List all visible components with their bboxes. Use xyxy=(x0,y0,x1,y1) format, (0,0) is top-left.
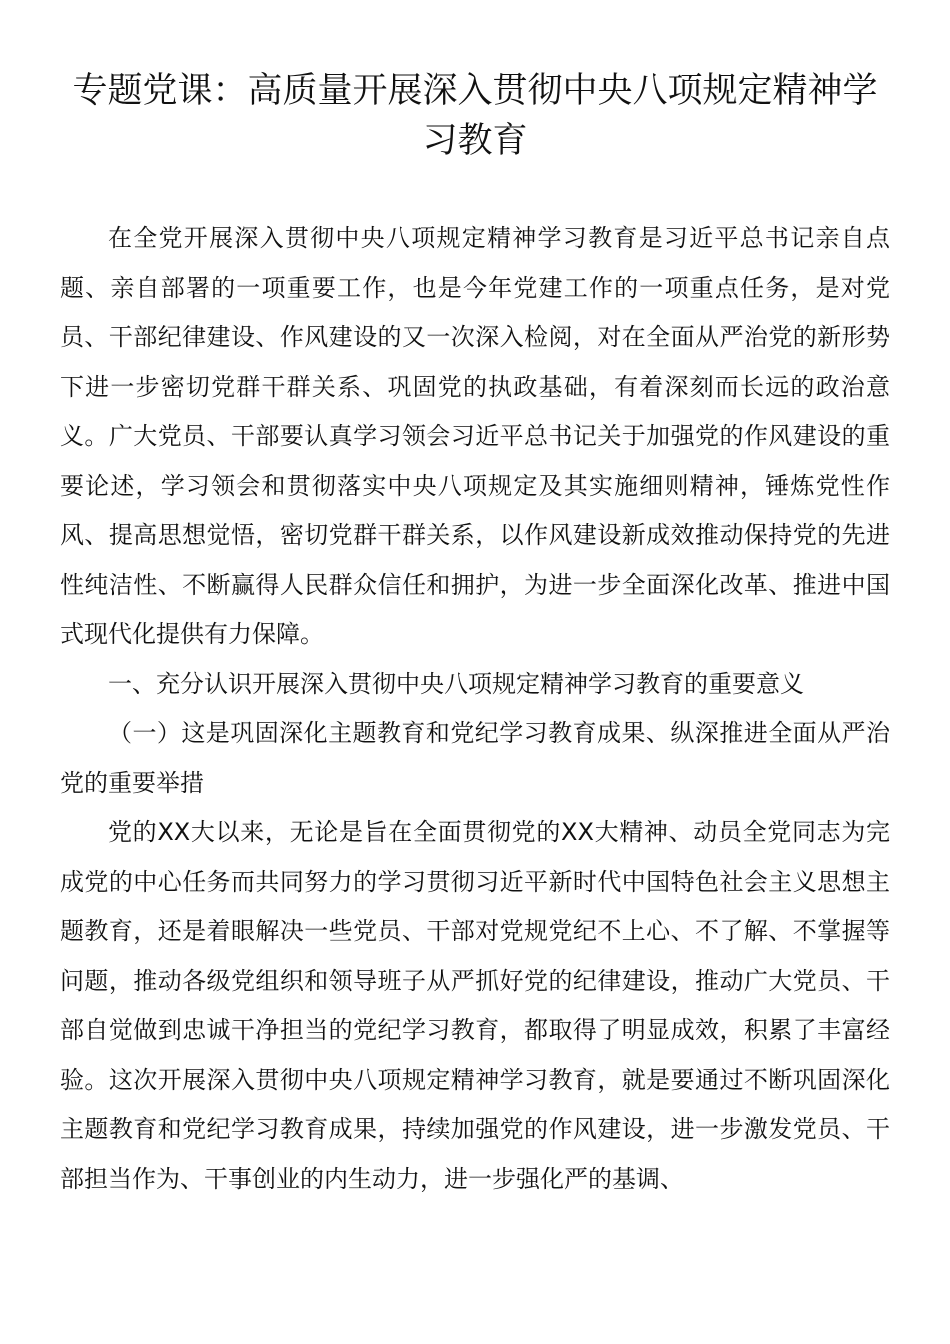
subsection-heading-1: （一）这是巩固深化主题教育和党纪学习教育成果、纵深推进全面从严治党的重要举措 xyxy=(60,719,890,797)
document-title: 专题党课：高质量开展深入贯彻中央八项规定精神学习教育 xyxy=(72,71,878,161)
section-heading-1: 一、充分认识开展深入贯彻中央八项规定精神学习教育的重要意义 xyxy=(108,669,804,698)
intro-paragraph: 在全党开展深入贯彻中央八项规定精神学习教育是习近平总书记亲自点题、亲自部署的一项重要工作，也是今年党建工作的一项重点任务，是对党员、干部纪律建设、作风建设的又一次深入检阅，对在全面从严治党的新形势下进一步密切党群干群关系、巩固党的执政基础，有着深刻而长远的政治意义。广大党员、干部要认真学习领会习近平总书记关于加强党的作风建设的重要论述，学习领会和贯彻落实中央八项规定及其实施细则精神，锤炼党性作风、提高思想觉悟，密切党群干群关系，以作风建设新成效推动保持党的先进性纯洁性、不断赢得人民群众信任和拥护，为进一步全面深化改革、推进中国式现代化提供有力保障。 xyxy=(60,224,890,648)
body-paragraph: 党的XX大以来，无论是旨在全面贯彻党的XX大精神、动员全党同志为完成党的中心任务而共同努力的学习贯彻习近平新时代中国特色社会主义思想主题教育，还是着眼解决一些党员、干部对党规党纪不上心、不了解、不掌握等问题，推动各级党组织和领导班子从严抓好党的纪律建设，推动广大党员、干部自觉做到忠诚干净担当的党纪学习教育，都取得了明显成效，积累了丰富经验。这次开展深入贯彻中央八项规定精神学习教育，就是要通过不断巩固深化主题教育和党纪学习教育成果，持续加强党的作风建设，进一步激发党员、干部担当作为、干事创业的内生动力，进一步强化严的基调、 xyxy=(60,818,890,1193)
document-body xyxy=(60,214,890,1204)
